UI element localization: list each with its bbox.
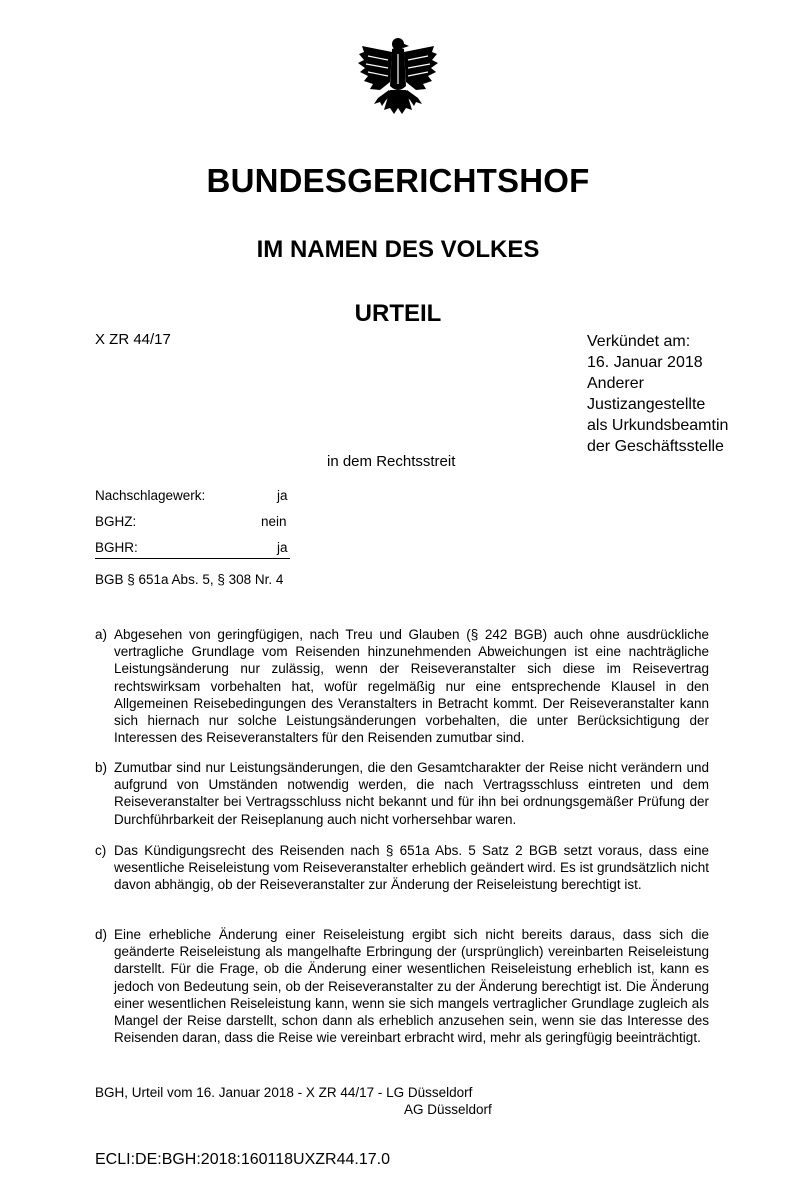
metadata-value: nein xyxy=(261,514,287,529)
in-the-name-of-the-people: IM NAMEN DES VOLKES xyxy=(256,236,540,263)
metadata-key: Nachschlagewerk: xyxy=(95,488,206,503)
metadata-key: BGHR: xyxy=(95,540,138,555)
file-number: X ZR 44/17 xyxy=(95,331,171,348)
pronouncement-line: Anderer xyxy=(587,375,644,392)
headnote-label: a) xyxy=(95,627,108,642)
statute-references: BGB § 651a Abs. 5, § 308 Nr. 4 xyxy=(95,572,284,587)
pronouncement-line: 16. Januar 2018 xyxy=(587,354,703,371)
metadata-value: ja xyxy=(277,488,288,503)
headnote-text: Abgesehen von geringfügigen, nach Treu und Glauben (§ 242 BGB) auch ohne ausdrückliche vertragliche Grundlage vom Reisenden hinzunehmenden Abweichungen ist eine nachträgliche Leistungsänderung nur zulässig, wenn der Reiseveranstalter sich diese im Reisevertrag rechtswirksam vorbehalten hat, wofür regelmäßig nur eine entsprechende Klausel in den Allgemeinen Reisebedingungen des Veranstalters in Betracht kommt. Der Reiseveranstalter kann sich hiernach nur solche Leistungsänderungen vorbehalten, die unter Berücksichtigung der Interessen des Reiseveranstalters für den Reisenden zumutbar sind. xyxy=(114,627,709,746)
pronouncement-line: als Urkundsbeamtin xyxy=(587,417,729,434)
pronouncement-line: der Geschäftsstelle xyxy=(587,438,724,455)
headnote-item xyxy=(95,842,709,894)
headnote-text: Eine erhebliche Änderung einer Reiseleistung ergibt sich nicht bereits daraus, dass sich die geänderte Reiseleistung als mangelhafte Erbringung der (ursprünglich) vereinbarten Reiseleistung darstellt. Für die Frage, ob die Änderung einer wesentlichen Reiseleistung erheblich ist, kann es jedoch von Bedeutung sein, ob der Reiseveranstalter zu der Änderung berechtigt ist. Die Änderung einer wesentlichen Reiseleistung kann, wenn sie sich mangels vertraglicher Grundlage zugleich als Mangel der Reise darstellt, schon dann als erheblich anzusehen sein, wenn sie das Interesse des Reisenden daran, dass die Reise wie vereinbart erbracht wird, mehr als geringfügig beeinträchtigt. xyxy=(114,927,709,1046)
federal-eagle-emblem xyxy=(356,30,440,130)
headnote-item xyxy=(95,926,709,1046)
headnote-text: Zumutbar sind nur Leistungsänderungen, die den Gesamtcharakter der Reise nicht verändern und aufgrund von Umständen notwendig werden, die nach Vertragsschluss eintreten und dem Reiseveranstalter bei Vertragsschluss nicht bekannt und für ihn bei ordnungsgemäßer Prüfung der Durchführbarkeit der Reiseplanung auch nicht vorhersehbar waren. xyxy=(114,760,709,827)
metadata-value: ja xyxy=(277,540,288,555)
headnote-label: b) xyxy=(95,760,108,775)
pronouncement-line: Justizangestellte xyxy=(587,396,706,413)
citation-line: BGH, Urteil vom 16. Januar 2018 - X ZR 44/17 - LG Düsseldorf xyxy=(95,1085,473,1100)
metadata-row-underlined xyxy=(95,538,290,559)
headnote-label: c) xyxy=(95,843,107,858)
metadata-key: BGHZ: xyxy=(95,514,137,529)
document-type: URTEIL xyxy=(354,300,442,327)
pronouncement-line: Verkündet am: xyxy=(587,333,691,350)
headnote-text: Das Kündigungsrecht des Reisenden nach § 651a Abs. 5 Satz 2 BGB setzt voraus, dass eine wesentliche Reiseleistung vom Reiseveranstalter erheblich geändert wird. Es ist grundsätzlich nicht davon abhängig, ob der Reiseveranstalter zur Änderung der Reiseleistung berechtigt ist. xyxy=(114,843,709,893)
headnote-item xyxy=(95,626,709,746)
court-name: BUNDESGERICHTSHOF xyxy=(206,162,590,199)
pronouncement-block xyxy=(587,331,728,457)
ecli-identifier: ECLI:DE:BGH:2018:160118UXZR44.17.0 xyxy=(95,1151,390,1168)
headnote-item xyxy=(95,759,709,828)
citation-lower-court: AG Düsseldorf xyxy=(404,1102,492,1117)
dispute-phrase: in dem Rechtsstreit xyxy=(327,453,456,470)
headnote-label: d) xyxy=(95,927,108,942)
